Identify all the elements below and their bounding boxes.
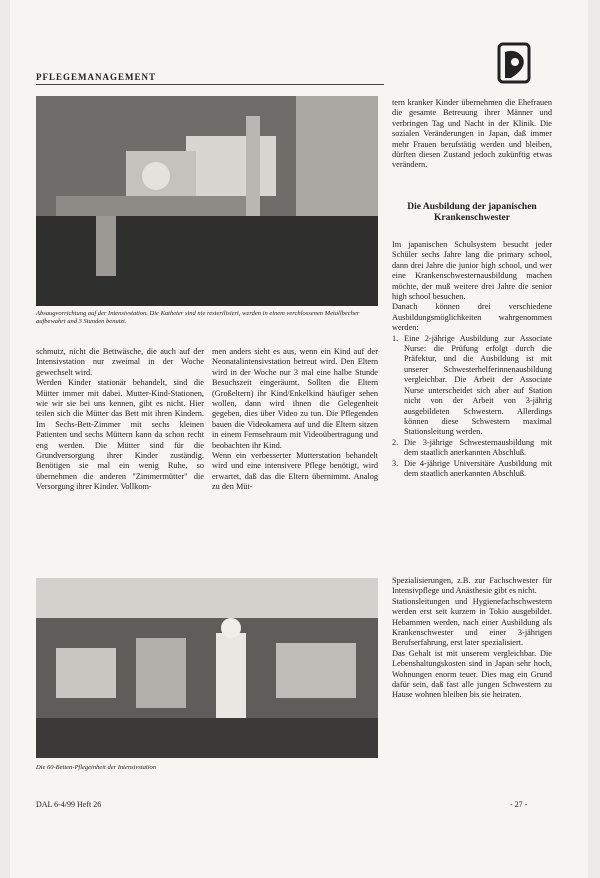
middle-column [212, 347, 378, 493]
right-paragraph-1: Im japanischen Schulsystem besucht jeder Schüler sechs Jahre lang die primary school, dann drei Jahre die junior high school, und wer eine Krankenschwesternausbildung machen möchte, der muß weitere drei Jahre die senior high school besuchen. [392, 240, 552, 302]
journal-page [10, 0, 588, 878]
closing-paragraph-3: Das Gehalt ist mit unserem vergleichbar. Die Lebenshaltungskosten sind in Japan sehr hoch, Wohnungen enorm teuer. Dies mag ein Grund dafür sein, daß fast alle jungen Schwestern zu Hause wohnen bleiben bis sie heiraten. [392, 648, 552, 700]
footer-issue: DAL 6-4/99 Heft 26 [36, 800, 102, 809]
figure2-caption: Die 60-Betten-Pflegeinheit der Intensivstation [36, 764, 157, 771]
figure1-caption: Absaugvorrichtung auf der Intensivstation. Die Katheter sind nie resterilisiert, werden in einem verchlossenen Metallbecher aufbewahrt und 3 Stunden benutzt. [36, 310, 360, 325]
education-options-list [392, 334, 552, 480]
right-paragraph-2: Danach können drei verschiedene Ausbildungsmöglichkeiten wahrgenommen werden: [392, 302, 552, 333]
footer-page-number: - 27 - [510, 800, 528, 809]
mid-paragraph-1: men anders sieht es aus, wenn ein Kind auf der Neonatalintensivstation betreut wird. Den Eltern wird in der Woche nur 3 mal eine halbe Stunde Besuchszeit eingeräumt. Sollten die Eltern (Großeltern) ihr Kind/Enkelkind häufiger sehen wollen, dann wird ihnen die Gelegenheit gegeben, dies über Video zu tun. Die Pflegenden bauen die Videokamera auf und die Eltern sitzen in einem Fernsehraum mit Videoübertragung und beobachten ihr Kind. [212, 347, 378, 450]
left-paragraph-2: Werden Kinder stationär behandelt, sind die Mütter immer mit dabei. Mutter-Kind-Stationen, wie wir sie bei uns kennen, gibt es nicht. Hier teilen sich die Mütter das Bett mit ihren Kindern. Im Sechs-Bett-Zimmer mit sechs kleinen Patienten und sechs Müttern kann da schon recht eng werden. Die Mütter sind für die Grundversorgung ihrer Kinder zuständig. Benötigen sie mal ein wenig Ruhe, so übernehmen die anderen "Zimmermütter" die Versorgung ihrer Kinder. Vollkom- [36, 378, 204, 492]
icu-ward-photo [36, 578, 378, 758]
right-column-closing [392, 576, 552, 701]
right-column-body [392, 240, 552, 479]
list-item: 1. Eine 2-jährige Ausbildung zur Associate Nurse: die Prüfung erfolgt durch die Präfektur, und die Ausbildung ist mit unserer Schwesterhelferinnenausbildung vergleichbar. Die Arbeit der Associate Nurse unterscheidet sich aber auf Station nicht von der Arbeit von 3-jährig ausgebildeten Schwestern. Allerdings können diese Schwestern maximal Stationsleitung werden. [392, 333, 552, 437]
closing-paragraph-2: Stationsleitungen und Hygienefachschwestern werden erst seit kurzem in Tokio ausgebildet. Hebammen werden, nach einer Ausbildung als Krankenschwester und einer 3-jährigen Berufserfahrung, erst later spezialisiert. [392, 596, 552, 648]
mid-paragraph-2: Wenn ein verbesserter Mutterstation behandelt wird und eine intensivere Pflege benötigt, wird erwartet, daß das die Eltern übernimmt. Analog zu den Müt- [212, 451, 378, 492]
left-column [36, 347, 204, 493]
list-item: 2. Die 3-jährige Schwesternausbildung mit dem staatlich anerkannten Abschluß. [392, 437, 552, 458]
closing-paragraph-1: Spezialisierungen, z.B. zur Fachschwester für Intensivpflege und Anästhesie gibt es nicht. [392, 576, 552, 596]
section-subheading: Die Ausbildung der japanischen Krankenschwester [407, 202, 537, 223]
journal-logo-icon [497, 38, 533, 86]
list-item: 3. Die 4-jährige Universitäre Ausbildung mit dem staatlich anerkannten Abschluß. [392, 458, 552, 478]
right-column-intro: tern kranker Kinder übernehmen die Ehefrauen die gesamte Betreuung ihrer Männer und verbringen Tag und Nacht in der Klinik. Die sozialen Veränderungen in Japan, daß immer mehr Frauen berufstätig werden und bleiben, dürften diesen Zustand jedoch zukünftig etwas verändern. [392, 98, 552, 170]
header-rule [36, 84, 384, 85]
left-paragraph-1: schmutz, nicht die Bettwäsche, die auch auf der Intensivstation nur zweimal in der Woche gewechselt wird. [36, 347, 204, 377]
icu-suction-photo [36, 96, 378, 306]
section-header: PFLEGEMANAGEMENT [36, 72, 157, 82]
